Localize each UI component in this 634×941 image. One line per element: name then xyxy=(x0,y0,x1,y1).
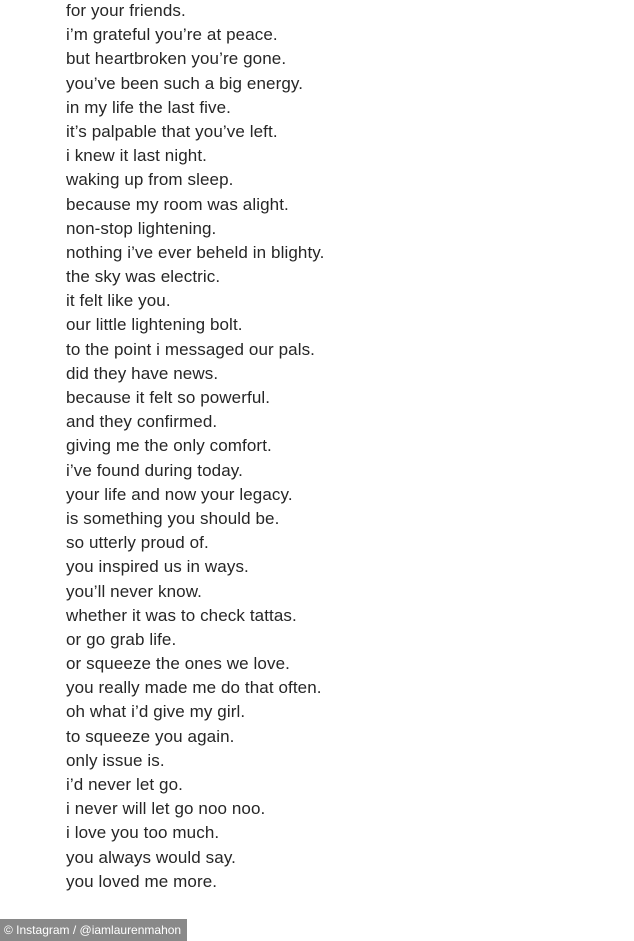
caption-line: it’s palpable that you’ve left. xyxy=(66,121,278,141)
caption-line: whether it was to check tattas. xyxy=(66,605,297,625)
caption-line: because it felt so powerful. xyxy=(66,388,271,407)
caption-line: i’ve found during today. xyxy=(66,460,243,480)
caption-line: you inspired us in ways. xyxy=(66,557,249,577)
caption-line: i knew it last night. xyxy=(66,146,207,166)
caption-line: or go grab life. xyxy=(66,629,177,649)
post-caption xyxy=(66,0,324,894)
caption-line: you loved me more. xyxy=(66,871,218,891)
caption-line: for your friends. xyxy=(66,1,186,20)
caption-line: the sky was electric. xyxy=(66,267,221,287)
caption-line: non-stop lightening. xyxy=(66,218,217,238)
caption-line: or squeeze the ones we love. xyxy=(66,654,290,674)
caption-line: because my room was alight. xyxy=(66,194,289,214)
caption-line: your life and now your legacy. xyxy=(66,484,293,504)
caption-line: you always would say. xyxy=(66,847,236,867)
caption-line: to the point i messaged our pals. xyxy=(66,339,316,359)
caption-line: it felt like you. xyxy=(66,291,171,311)
caption-line: i’d never let go. xyxy=(66,775,183,794)
caption-line: i’m grateful you’re at peace. xyxy=(66,25,278,45)
caption-line: did they have news. xyxy=(66,363,219,383)
caption-line: i love you too much. xyxy=(66,823,220,843)
caption-line: you really made me do that often. xyxy=(66,678,322,698)
photo-credit: © Instagram / @iamlaurenmahon xyxy=(0,919,187,941)
caption-line: to squeeze you again. xyxy=(66,726,235,746)
caption-line: is something you should be. xyxy=(66,508,280,528)
caption-line: you’ll never know. xyxy=(66,581,202,601)
caption-line: oh what i’d give my girl. xyxy=(66,702,246,722)
caption-line: i never will let go noo noo. xyxy=(66,799,266,819)
caption-line: giving me the only comfort. xyxy=(66,436,272,456)
caption-line: but heartbroken you’re gone. xyxy=(66,49,287,69)
caption-line: nothing i’ve ever beheld in blighty. xyxy=(66,242,325,262)
caption-line: our little lightening bolt. xyxy=(66,315,243,335)
caption-line: you’ve been such a big energy. xyxy=(66,73,304,93)
caption-line: only issue is. xyxy=(66,750,165,770)
caption-line: waking up from sleep. xyxy=(66,170,234,190)
caption-line: and they confirmed. xyxy=(66,412,218,432)
caption-line: so utterly proud of. xyxy=(66,533,209,553)
caption-line: in my life the last five. xyxy=(66,97,232,117)
